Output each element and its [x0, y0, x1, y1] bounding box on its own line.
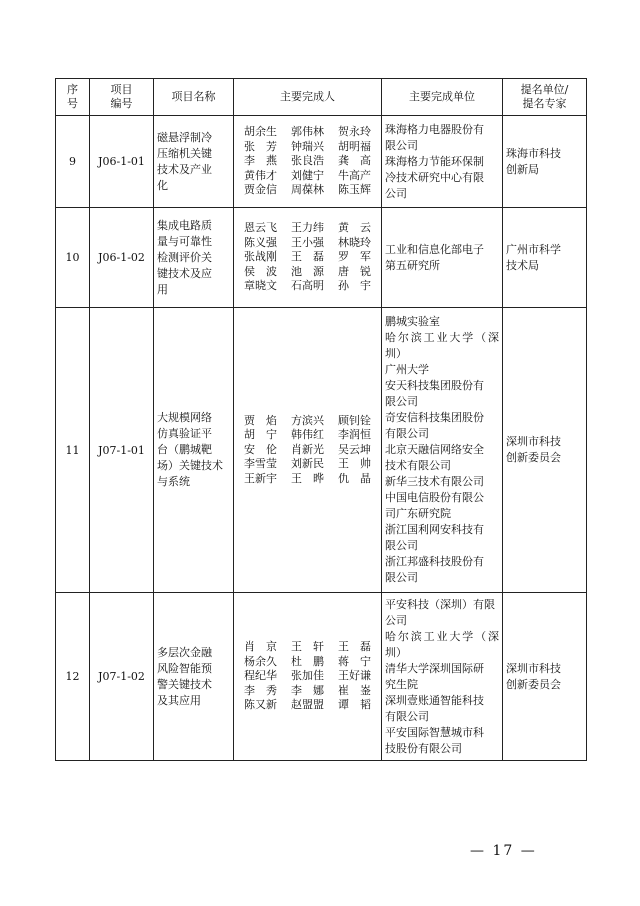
- contributor-name: 赵盟盟: [291, 698, 324, 712]
- contributor-name: 张 芳: [244, 139, 277, 153]
- contributor-name: 肖新光: [291, 442, 324, 456]
- contributor-name: 陈又新: [244, 698, 277, 712]
- organization-line: 技股份有限公司: [385, 741, 462, 755]
- contributor-name: 章晓文: [244, 279, 277, 293]
- organization-line: 哈尔滨工业大学（深圳）: [385, 331, 499, 360]
- contributor-name: 胡余生: [244, 125, 277, 139]
- contributor-name: 龚 高: [338, 154, 371, 168]
- organization-line: 公司: [385, 613, 407, 627]
- contributor-name: 张良浩: [291, 154, 324, 168]
- organization-line: 司广东研究院: [385, 507, 451, 520]
- organization-line: 限公司: [385, 395, 418, 408]
- contributor-name: 谭 韬: [338, 698, 371, 712]
- project-name: [154, 308, 234, 593]
- main-contributors: [234, 208, 382, 308]
- project-code: J07-1-01: [90, 308, 154, 593]
- contributor-name: 陈义强: [244, 235, 277, 249]
- contributor-name: 程纪华: [244, 669, 277, 683]
- project-name-line: 与系统: [157, 475, 190, 488]
- nominator-line: 创新委员会: [506, 451, 561, 464]
- nominator-line: 珠海市科技: [506, 146, 561, 160]
- contributor-name: 陈玉辉: [338, 183, 371, 197]
- organization-line: 有限公司: [385, 427, 429, 440]
- organization-line: 平安科技（深圳）有限: [385, 597, 495, 611]
- organization-line: 新华三技术有限公司: [385, 475, 484, 488]
- contributor-name: 蒋 宁: [338, 654, 371, 668]
- organization-line: 第五研究所: [385, 258, 440, 272]
- contributor-name: 胡明福: [338, 139, 371, 153]
- contributor-name: 王 磊: [338, 640, 371, 654]
- contributor-name: 黄伟才: [244, 168, 277, 182]
- contributor-name: 贾金信: [244, 183, 277, 197]
- table-row: [56, 593, 587, 761]
- contributors-grid: [237, 414, 378, 487]
- nominator-line: 技术局: [506, 258, 539, 272]
- contributor-name: 仇 晶: [338, 471, 371, 485]
- contributors-grid: [237, 221, 378, 294]
- organization-line: 工业和信息化部电子: [385, 242, 484, 256]
- project-name-line: 警关键技术: [157, 677, 212, 691]
- table-header-row: [56, 79, 587, 116]
- project-code: J06-1-01: [90, 116, 154, 208]
- contributor-name: 王 晔: [291, 471, 324, 485]
- project-name: [154, 116, 234, 208]
- contributor-name: 周葆林: [291, 183, 324, 197]
- header-nominator: [503, 79, 587, 116]
- contributor-name: 侯 波: [244, 264, 277, 278]
- contributor-name: 李雪莹: [244, 457, 277, 471]
- table-row: [56, 208, 587, 308]
- project-name: [154, 593, 234, 761]
- contributor-name: 钟瑞兴: [291, 139, 324, 153]
- contributor-name: 王力纬: [291, 221, 324, 235]
- contributor-name: 罗 军: [338, 250, 371, 264]
- organization-line: 公司: [385, 186, 407, 200]
- contributor-name: 李 秀: [244, 683, 277, 697]
- project-name-line: 台（鹏城靶: [157, 443, 212, 456]
- contributor-name: 王小强: [291, 235, 324, 249]
- project-name-line: 大规模网络: [157, 411, 212, 424]
- project-code: J06-1-02: [90, 208, 154, 308]
- project-name-line: 压缩机关键: [157, 146, 212, 160]
- contributor-name: 方滨兴: [291, 413, 324, 427]
- contributor-name: 孙 宇: [338, 279, 371, 293]
- nominator: [503, 308, 587, 593]
- project-name: [154, 208, 234, 308]
- project-name-line: 用: [157, 282, 168, 296]
- table-row: [56, 308, 587, 593]
- project-name-line: 磁悬浮制冷: [157, 130, 212, 144]
- project-name-line: 多层次金融: [157, 645, 212, 659]
- header-orgs: 主要完成单位: [382, 79, 503, 116]
- organization-line: 深圳壹账通智能科技: [385, 693, 484, 707]
- row-number: 9: [56, 116, 90, 208]
- organization-line: 浙江国利网安科技有: [385, 523, 484, 536]
- header-no-line-1: 序: [67, 83, 78, 96]
- organization-line: 限公司: [385, 539, 418, 552]
- organization-line: 中国电信股份有限公: [385, 491, 484, 504]
- contributor-name: 李 娜: [291, 683, 324, 697]
- organization-line: 广州大学: [385, 363, 429, 376]
- contributor-name: 杜 鹏: [291, 654, 324, 668]
- row-number: 10: [56, 208, 90, 308]
- header-code-line-2: 编号: [110, 97, 133, 110]
- contributor-name: 池 源: [291, 264, 324, 278]
- organization-line: 鹏城实验室: [385, 315, 440, 328]
- main-contributors: [234, 308, 382, 593]
- contributor-name: 恩云飞: [244, 221, 277, 235]
- contributor-name: 李 燕: [244, 154, 277, 168]
- contributor-name: 王好谦: [338, 669, 371, 683]
- organization-line: 限公司: [385, 571, 418, 584]
- main-organizations: [382, 116, 503, 208]
- organization-line: 哈尔滨工业大学（深圳）: [385, 629, 499, 659]
- nominator: [503, 116, 587, 208]
- main-organizations: [382, 593, 503, 761]
- organization-line: 限公司: [385, 138, 418, 152]
- header-code-line-1: 项目: [110, 83, 133, 96]
- nominator: [503, 593, 587, 761]
- table-body: [56, 116, 587, 761]
- contributor-name: 刘健宁: [291, 168, 324, 182]
- header-code: [90, 79, 154, 116]
- contributor-name: 安 伦: [244, 442, 277, 456]
- contributor-name: 张加佳: [291, 669, 324, 683]
- nominator-line: 创新委员会: [506, 677, 561, 691]
- project-name-line: 键技术及应: [157, 266, 212, 280]
- organization-line: 究生院: [385, 677, 418, 691]
- contributor-name: 王 帅: [338, 457, 371, 471]
- project-name-line: 化: [157, 178, 168, 192]
- contributor-name: 贺永玲: [338, 125, 371, 139]
- contributor-name: 杨余久: [244, 654, 277, 668]
- organization-line: 奇安信科技集团股份: [385, 411, 484, 424]
- contributor-name: 牛高产: [338, 168, 371, 182]
- contributor-name: 刘新民: [291, 457, 324, 471]
- contributor-name: 崔 崟: [338, 683, 371, 697]
- row-number: 11: [56, 308, 90, 593]
- project-name-line: 及其应用: [157, 693, 201, 707]
- contributors-grid: [237, 125, 378, 198]
- header-people: 主要完成人: [234, 79, 382, 116]
- organization-line: 北京天融信网络安全: [385, 443, 484, 456]
- header-name: 项目名称: [154, 79, 234, 116]
- main-contributors: [234, 593, 382, 761]
- nominator-line: 创新局: [506, 162, 539, 176]
- organization-line: 冷技术研究中心有限: [385, 170, 484, 184]
- contributor-name: 吴云坤: [338, 442, 371, 456]
- contributor-name: 林晓玲: [338, 235, 371, 249]
- header-nominator-line-2: 提名专家: [522, 97, 567, 110]
- project-name-line: 集成电路质: [157, 218, 212, 232]
- organization-line: 技术有限公司: [385, 459, 451, 472]
- contributor-name: 王 磊: [291, 250, 324, 264]
- contributor-name: 石高明: [291, 279, 324, 293]
- nominator-line: 深圳市科技: [506, 435, 561, 448]
- contributor-name: 李润恒: [338, 428, 371, 442]
- contributor-name: 肖 京: [244, 640, 277, 654]
- nominator-line: 深圳市科技: [506, 661, 561, 675]
- contributors-grid: [237, 640, 378, 713]
- contributor-name: 胡 宁: [244, 428, 277, 442]
- organization-line: 安天科技集团股份有: [385, 379, 484, 392]
- nominator: [503, 208, 587, 308]
- project-name-line: 技术及产业: [157, 162, 212, 176]
- contributor-name: 王 轩: [291, 640, 324, 654]
- main-organizations: [382, 208, 503, 308]
- header-no: [56, 79, 90, 116]
- organization-line: 珠海格力节能环保制: [385, 154, 484, 168]
- project-name-line: 风险智能预: [157, 661, 212, 675]
- contributor-name: 顾钊铨: [338, 413, 371, 427]
- nominator-line: 广州市科学: [506, 242, 561, 256]
- project-name-line: 量与可靠性: [157, 234, 212, 248]
- main-organizations: [382, 308, 503, 593]
- contributor-name: 唐 锐: [338, 264, 371, 278]
- project-code: J07-1-02: [90, 593, 154, 761]
- contributor-name: 王新宇: [244, 471, 277, 485]
- project-name-line: 检测评价关: [157, 250, 212, 264]
- organization-line: 浙江邦盛科技股份有: [385, 555, 484, 568]
- contributor-name: 贾 焰: [244, 413, 277, 427]
- contributor-name: 张战刚: [244, 250, 277, 264]
- contributor-name: 韩伟红: [291, 428, 324, 442]
- page-number: — 17 —: [470, 843, 537, 859]
- organization-line: 有限公司: [385, 709, 429, 723]
- row-number: 12: [56, 593, 90, 761]
- organization-line: 清华大学深圳国际研: [385, 661, 484, 675]
- project-name-line: 场）关键技术: [157, 459, 223, 472]
- project-name-line: 仿真验证平: [157, 427, 212, 440]
- organization-line: 珠海格力电器股份有: [385, 122, 484, 136]
- organization-line: 平安国际智慧城市科: [385, 725, 484, 739]
- contributor-name: 郭伟林: [291, 125, 324, 139]
- main-contributors: [234, 116, 382, 208]
- contributor-name: 黄 云: [338, 221, 371, 235]
- header-no-line-2: 号: [67, 97, 78, 110]
- table-row: [56, 116, 587, 208]
- awards-table: [55, 78, 587, 761]
- header-nominator-line-1: 提名单位/: [520, 83, 569, 96]
